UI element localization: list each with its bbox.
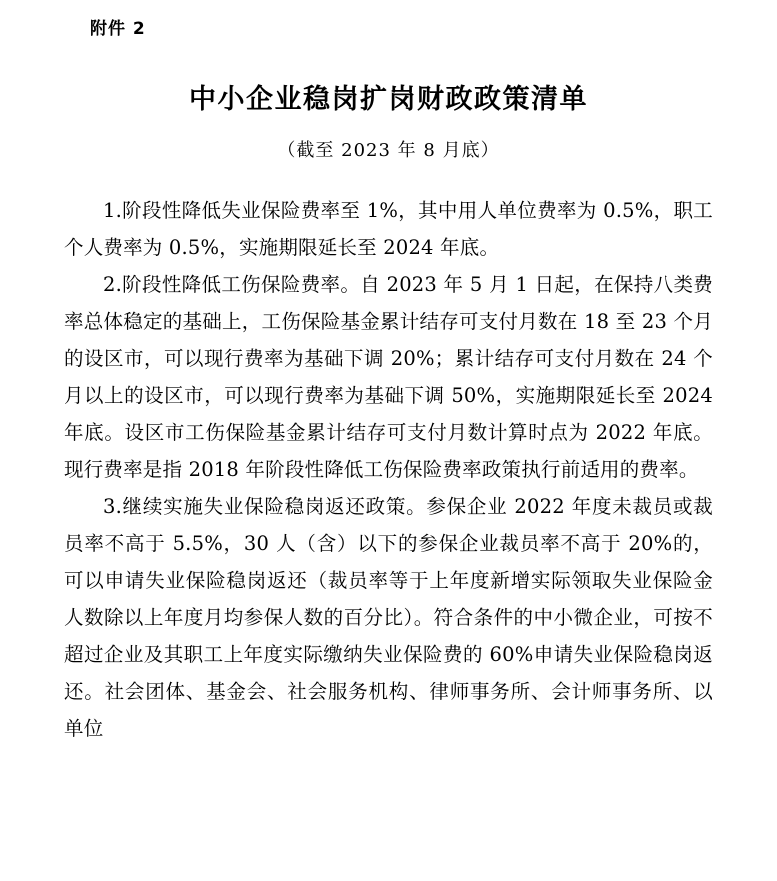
document-subtitle: （截至 2023 年 8 月底） bbox=[277, 140, 500, 161]
paragraph-3: 3.继续实施失业保险稳岗返还政策。参保企业 2022 年度未裁员或裁员率不高于 5.5%，30 人（含）以下的参保企业裁员率不高于 20%的，可以申请失业保险稳岗返还（裁员率等于上年度新增实际领取失业保险金人数除以上年度月均参保人数的百分比）。符合条件的中小微企业，可按不超过企业及其职工上年度实际缴纳失业保险费的 60%申请失业保险稳岗返还。社会团体、基金会、社会服务机构、律师事务所、会计师事务所、以单位 bbox=[64, 495, 713, 740]
document-page bbox=[0, 14, 777, 881]
document-body bbox=[64, 192, 713, 747]
paragraph-2: 2.阶段性降低工伤保险费率。自 2023 年 5 月 1 日起，在保持八类费率总体稳定的基础上，工伤保险基金累计结存可支付月数在 18 至 23 个月的设区市，可以现行费率为基础下调 20%；累计结存可支付月数在 24 个月以上的设区市，可以现行费率为基础下调 50%，实施期限延长至 2024 年底。设区市工伤保险基金累计结存可支付月数计算时点为 2022 年底。现行费率是指 2018 年阶段性降低工伤保险费率政策执行前适用的费率。 bbox=[64, 273, 713, 481]
paragraph-1: 1.阶段性降低失业保险费率至 1%，其中用人单位费率为 0.5%，职工个人费率为 0.5%，实施期限延长至 2024 年底。 bbox=[64, 199, 713, 259]
page-title: 中小企业稳岗扩岗财政政策清单 bbox=[189, 84, 588, 115]
attachment-label: 附件 2 bbox=[90, 19, 146, 39]
